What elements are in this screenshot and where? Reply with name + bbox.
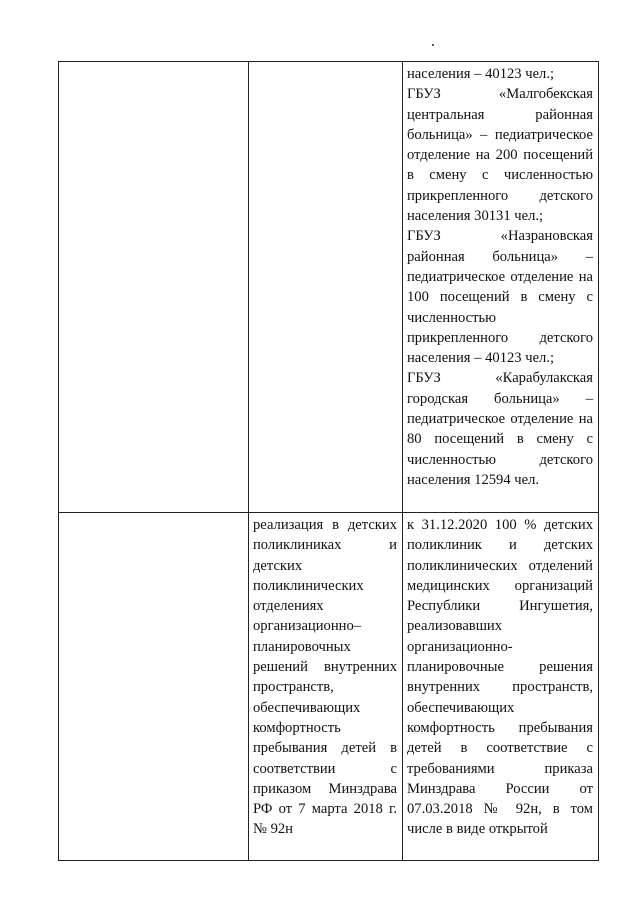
row1-col3-cell	[403, 62, 599, 513]
row1-col3-karabulak: ГБУЗ «Карабулакская городская больница» – педиатрическое отделение на 80 посещений в смену с численностью детского населения 12594 чел.	[407, 370, 593, 488]
row2-col3-cell	[403, 513, 599, 861]
row1-col3-malgobek: ГБУЗ «Малгобекская центральная районная больница» – педиатрическое отделение на 200 посещений в смену с численностью прикрепленного детского населения 30131 чел.;	[407, 86, 593, 225]
table-row	[59, 62, 599, 513]
row1-col1-cell	[59, 62, 249, 513]
row1-col3-nazran: ГБУЗ «Назрановская районная больница» – педиатрическое отделение на 100 посещений в смену с численностью прикрепленного детского населения – 40123 чел.;	[407, 228, 593, 367]
row2-result-text: к 31.12.2020 100 % детских поликлиник и детских поликлинических отделений медицинских организаций Республики Ингушетия, реализовавших организационно-планировочные решения внутренних пространств, обеспечивающих комфортность пребывания детей в соответствие с требованиями приказа Минздрава России от 07.03.2018 № 92н, в том числе в виде открытой	[407, 517, 593, 838]
row2-col1-cell	[59, 513, 249, 861]
row2-col2-cell	[249, 513, 403, 861]
row2-measure-text: реализация в детских поликлиниках и детских поликлинических отделениях организационно–планировочных решений внутренних пространств, обеспечивающих комфортность пребывания детей в соответствии с приказом Минздрава РФ от 7 марта 2018 г. № 92н	[253, 517, 397, 838]
row1-col2-cell	[249, 62, 403, 513]
measures-table	[58, 61, 599, 861]
table-row	[59, 513, 599, 861]
row1-col3-line-1: населения – 40123 чел.;	[407, 66, 555, 82]
scan-speck	[432, 44, 434, 46]
